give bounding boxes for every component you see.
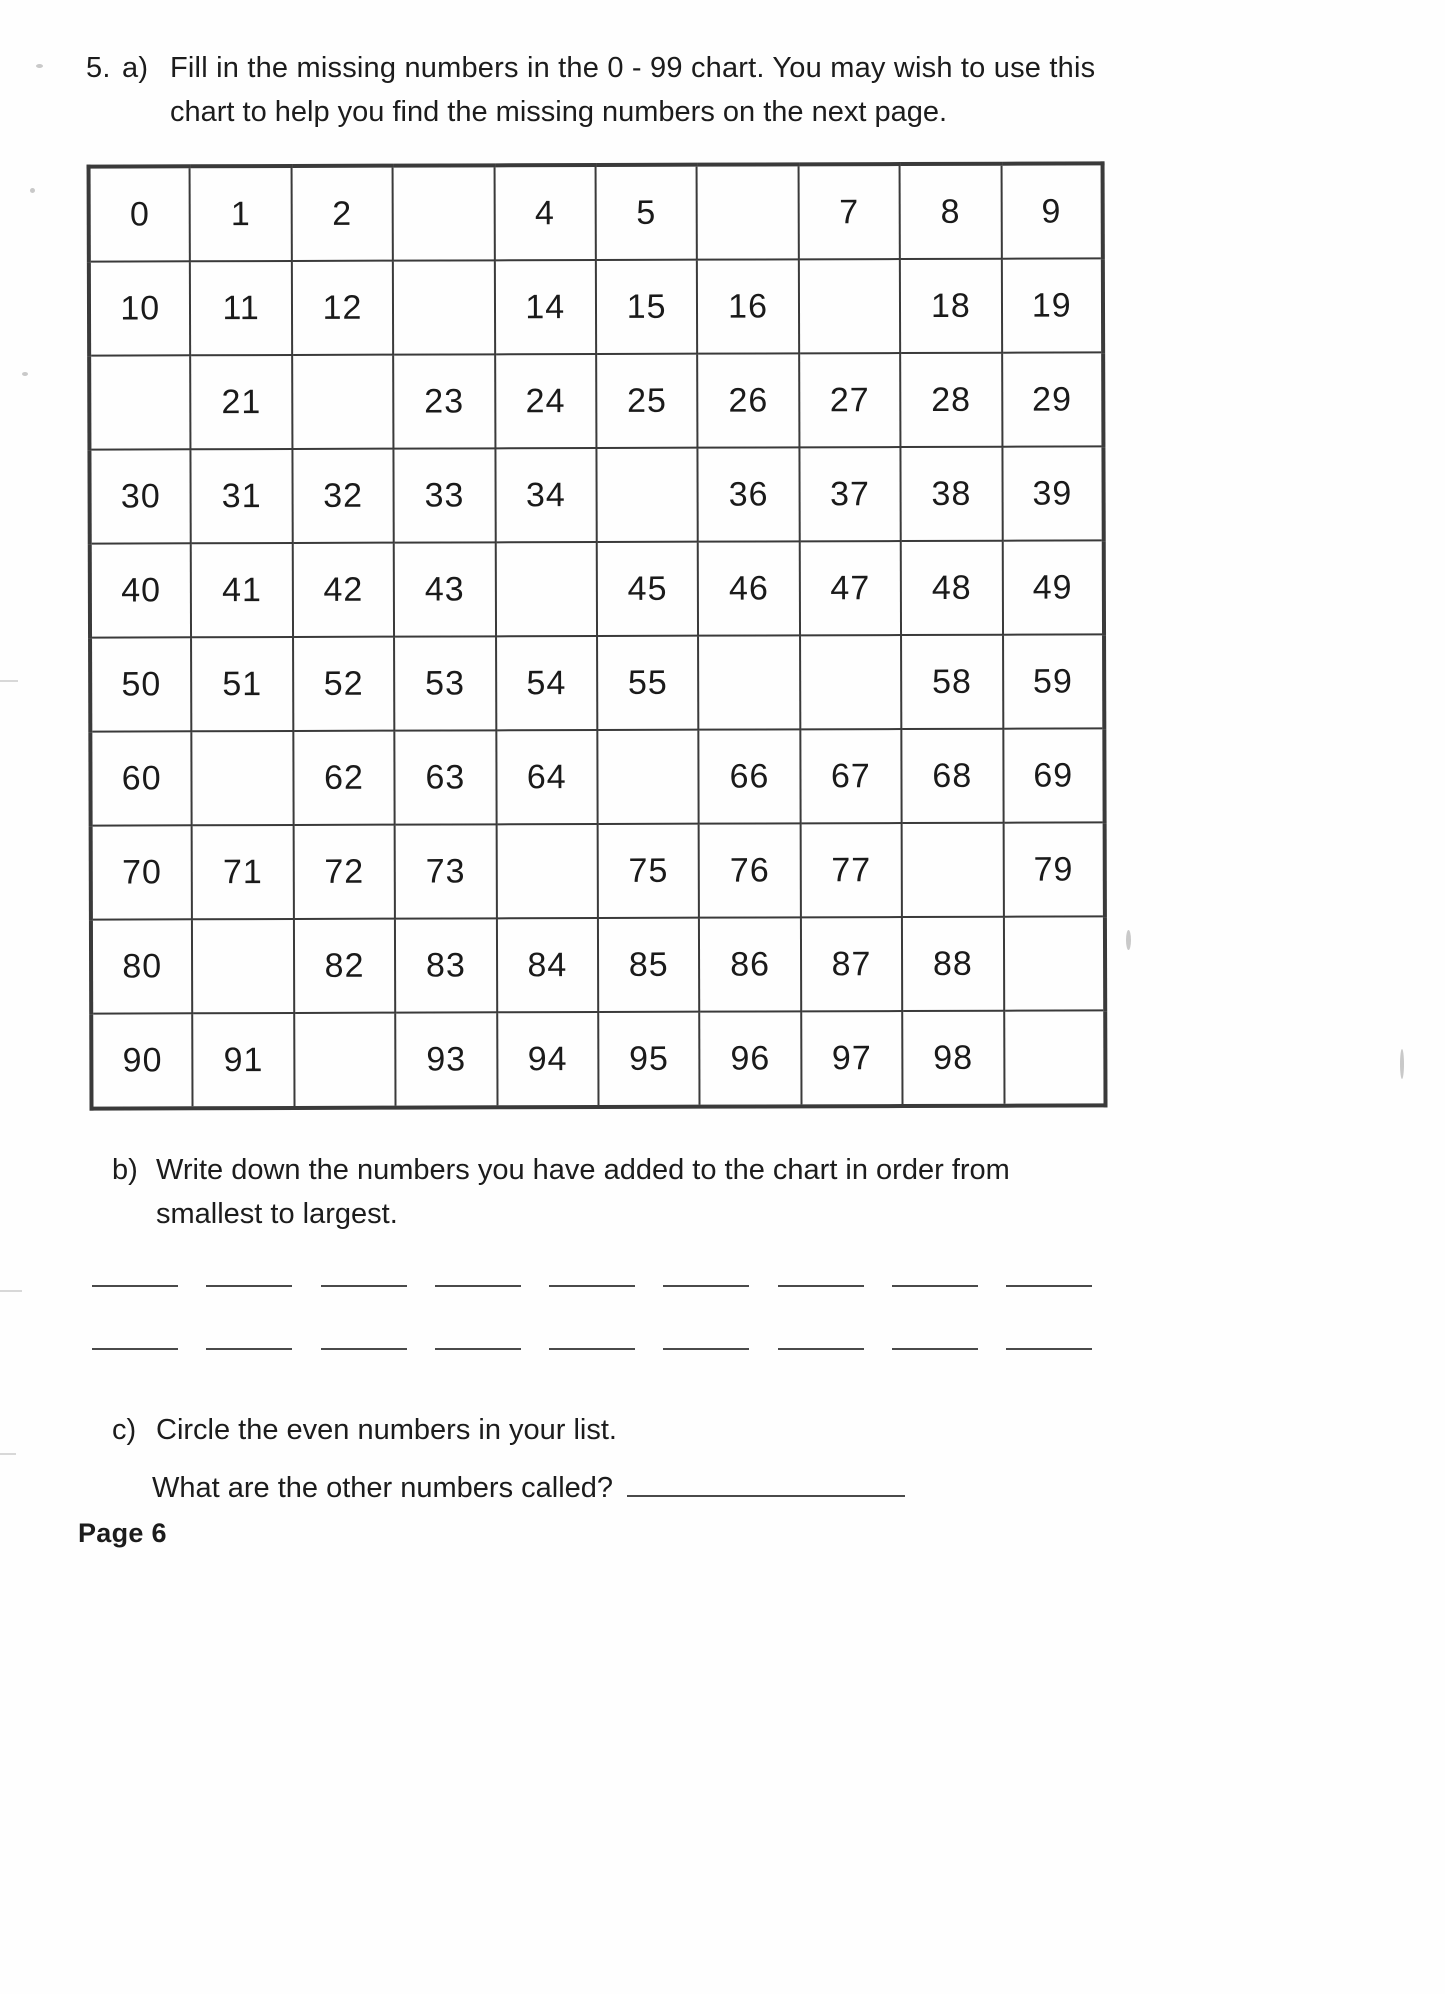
question-c-answer-blank[interactable] [627, 1495, 905, 1497]
chart-cell[interactable]: 53 [394, 636, 496, 730]
chart-cell[interactable]: 97 [801, 1011, 903, 1106]
chart-cell-blank[interactable] [495, 542, 597, 636]
chart-cell[interactable]: 71 [192, 825, 294, 919]
chart-cell[interactable]: 82 [294, 919, 396, 1013]
table-row [89, 258, 1103, 355]
chart-cell[interactable]: 60 [90, 731, 192, 825]
question-a-text-line2: chart to help you find the missing numbers on the next page. [170, 96, 948, 128]
chart-cell[interactable]: 8 [900, 164, 1002, 259]
chart-cell[interactable]: 86 [699, 917, 801, 1011]
answer-blank[interactable] [206, 1285, 292, 1287]
chart-cell[interactable]: 23 [393, 354, 495, 448]
scan-edge-mark [0, 1290, 22, 1292]
scan-edge-mark [0, 1453, 16, 1455]
scan-speck [36, 64, 43, 68]
chart-cell[interactable]: 38 [901, 447, 1003, 541]
question-a-text-line1: Fill in the missing numbers in the 0 - 99 chart. You may wish to use this [170, 52, 1096, 84]
answer-blank[interactable] [892, 1285, 978, 1287]
chart-cell[interactable]: 94 [497, 1012, 599, 1107]
chart-cell[interactable]: 50 [90, 637, 192, 731]
chart-cell[interactable]: 47 [799, 541, 901, 635]
chart-cell-blank[interactable] [1003, 916, 1105, 1010]
chart-cell-blank[interactable] [596, 448, 698, 542]
scan-speck [1126, 930, 1131, 950]
chart-cell[interactable]: 93 [395, 1012, 497, 1107]
chart-cell[interactable]: 80 [91, 919, 193, 1013]
chart-cell[interactable]: 32 [292, 449, 394, 543]
chart-cell[interactable]: 27 [799, 353, 901, 447]
table-row [89, 446, 1103, 543]
question-b-text-line2: smallest to largest. [156, 1198, 398, 1230]
chart-cell[interactable]: 73 [395, 824, 497, 918]
answer-blank[interactable] [778, 1285, 864, 1287]
chart-cell[interactable]: 11 [190, 261, 292, 355]
chart-cell[interactable]: 37 [799, 447, 901, 541]
chart-cell-blank[interactable] [393, 260, 495, 354]
question-a-label: a) [122, 52, 149, 84]
chart-cell[interactable]: 10 [89, 261, 191, 355]
chart-cell[interactable]: 33 [394, 448, 496, 542]
chart-cell[interactable]: 62 [293, 731, 395, 825]
chart-cell[interactable]: 12 [292, 261, 394, 355]
chart-cell[interactable]: 90 [91, 1013, 193, 1108]
chart-cell-blank[interactable] [698, 635, 800, 729]
question-a-first-line [86, 46, 1096, 90]
chart-cell[interactable]: 98 [902, 1011, 1004, 1106]
chart-cell[interactable]: 69 [1003, 728, 1105, 822]
chart-cell[interactable]: 77 [800, 823, 902, 917]
chart-cell[interactable]: 59 [1003, 634, 1105, 728]
hundred-chart-body [89, 163, 1106, 1108]
chart-cell[interactable]: 26 [697, 353, 799, 447]
answer-blank[interactable] [663, 1285, 749, 1287]
question-c-second-line [152, 1466, 905, 1510]
chart-cell[interactable]: 95 [598, 1012, 700, 1107]
chart-cell-blank[interactable] [192, 919, 294, 1013]
question-c-first-line [112, 1408, 1162, 1452]
question-b-label: b) [112, 1154, 138, 1186]
question-b-text-line1: Write down the numbers you have added to the chart in order from [156, 1154, 1010, 1186]
chart-cell-blank[interactable] [697, 164, 799, 259]
chart-cell[interactable]: 19 [1001, 258, 1103, 352]
chart-cell[interactable]: 15 [596, 260, 698, 354]
answer-blank[interactable] [435, 1348, 521, 1350]
answer-blank[interactable] [206, 1348, 292, 1350]
hundred-chart-table [87, 161, 1108, 1110]
scan-edge-mark [0, 680, 18, 682]
table-row [91, 1010, 1105, 1108]
chart-cell[interactable]: 40 [90, 543, 192, 637]
chart-cell[interactable]: 24 [495, 354, 597, 448]
chart-cell[interactable]: 30 [89, 449, 191, 543]
answer-blank-row-2 [92, 1348, 1092, 1350]
question-b-first-line [112, 1148, 1112, 1192]
chart-cell[interactable]: 72 [293, 825, 395, 919]
table-row [90, 540, 1104, 637]
chart-cell-blank[interactable] [393, 165, 495, 260]
chart-cell[interactable]: 87 [801, 917, 903, 1011]
table-row [90, 728, 1104, 825]
chart-cell[interactable]: 54 [496, 636, 598, 730]
chart-cell[interactable]: 1 [190, 166, 292, 261]
question-c-text-line1: Circle the even numbers in your list. [156, 1414, 617, 1446]
answer-blank[interactable] [1006, 1348, 1092, 1350]
chart-cell[interactable]: 31 [191, 449, 293, 543]
chart-cell[interactable]: 48 [901, 541, 1003, 635]
answer-blank[interactable] [549, 1348, 635, 1350]
chart-cell[interactable]: 76 [699, 823, 801, 917]
chart-cell[interactable]: 39 [1002, 446, 1104, 540]
chart-cell[interactable]: 49 [1002, 540, 1104, 634]
chart-cell-blank[interactable] [800, 635, 902, 729]
chart-cell[interactable]: 64 [496, 730, 598, 824]
table-row [90, 634, 1104, 731]
chart-cell[interactable]: 79 [1003, 822, 1105, 916]
chart-cell[interactable]: 58 [901, 635, 1003, 729]
answer-blank[interactable] [435, 1285, 521, 1287]
table-row [91, 916, 1105, 1013]
chart-cell[interactable]: 43 [394, 542, 496, 636]
chart-cell[interactable]: 41 [191, 543, 293, 637]
chart-cell[interactable]: 70 [91, 825, 193, 919]
chart-cell-blank[interactable] [597, 730, 699, 824]
answer-blank[interactable] [92, 1348, 178, 1350]
answer-blank-row-1 [92, 1285, 1092, 1287]
chart-cell[interactable]: 67 [800, 729, 902, 823]
question-b [112, 1148, 1112, 1236]
scan-speck [22, 372, 28, 376]
answer-blank[interactable] [1006, 1285, 1092, 1287]
chart-cell[interactable]: 83 [395, 918, 497, 1012]
chart-cell[interactable]: 34 [495, 448, 597, 542]
chart-cell[interactable]: 55 [597, 636, 699, 730]
chart-cell[interactable]: 14 [494, 260, 596, 354]
question-a [86, 46, 1096, 134]
chart-cell-blank[interactable] [294, 1013, 396, 1108]
chart-cell-blank[interactable] [192, 731, 294, 825]
table-row [91, 822, 1105, 919]
chart-cell-blank[interactable] [902, 823, 1004, 917]
answer-blank[interactable] [92, 1285, 178, 1287]
scan-speck [30, 188, 35, 193]
chart-cell[interactable]: 21 [191, 355, 293, 449]
chart-cell[interactable]: 16 [697, 259, 799, 353]
chart-cell[interactable]: 18 [900, 259, 1002, 353]
chart-cell[interactable]: 46 [698, 541, 800, 635]
hundred-chart [87, 161, 1108, 1089]
chart-cell[interactable]: 42 [293, 543, 395, 637]
chart-cell[interactable]: 52 [293, 637, 395, 731]
chart-cell[interactable]: 66 [699, 729, 801, 823]
chart-cell[interactable]: 0 [89, 166, 191, 261]
chart-cell[interactable]: 28 [900, 353, 1002, 447]
chart-cell[interactable]: 91 [193, 1013, 295, 1108]
page-footer: Page 6 [78, 1518, 167, 1548]
chart-cell[interactable]: 88 [902, 917, 1004, 1011]
chart-cell[interactable]: 45 [597, 542, 699, 636]
chart-cell-blank[interactable] [799, 259, 901, 353]
answer-blank[interactable] [778, 1348, 864, 1350]
chart-cell-blank[interactable] [89, 355, 191, 449]
chart-cell[interactable]: 85 [598, 918, 700, 1012]
scan-speck [1400, 1049, 1404, 1079]
chart-cell[interactable]: 84 [496, 918, 598, 1012]
chart-cell[interactable]: 2 [291, 166, 393, 261]
chart-cell[interactable]: 29 [1002, 352, 1104, 446]
table-row [89, 163, 1103, 261]
chart-cell[interactable]: 7 [798, 164, 900, 259]
answer-blank[interactable] [663, 1348, 749, 1350]
answer-blank[interactable] [549, 1285, 635, 1287]
chart-cell-blank[interactable] [292, 355, 394, 449]
chart-cell[interactable]: 68 [901, 729, 1003, 823]
chart-cell[interactable]: 36 [698, 447, 800, 541]
chart-cell-blank[interactable] [496, 824, 598, 918]
table-row [89, 352, 1103, 449]
chart-cell[interactable]: 4 [494, 165, 596, 260]
chart-cell[interactable]: 5 [596, 165, 698, 260]
question-c-label: c) [112, 1414, 137, 1446]
chart-cell[interactable]: 75 [598, 824, 700, 918]
chart-cell[interactable]: 63 [395, 730, 497, 824]
answer-blank[interactable] [892, 1348, 978, 1350]
question-number: 5. [86, 52, 111, 84]
chart-cell[interactable]: 9 [1001, 163, 1103, 258]
chart-cell[interactable]: 96 [700, 1011, 802, 1106]
question-c-text-line2: What are the other numbers called? [152, 1472, 614, 1504]
chart-cell-blank[interactable] [1004, 1010, 1106, 1105]
chart-cell[interactable]: 51 [191, 637, 293, 731]
question-c [112, 1408, 1162, 1452]
answer-blank[interactable] [321, 1348, 407, 1350]
chart-cell[interactable]: 25 [596, 354, 698, 448]
answer-blank[interactable] [321, 1285, 407, 1287]
